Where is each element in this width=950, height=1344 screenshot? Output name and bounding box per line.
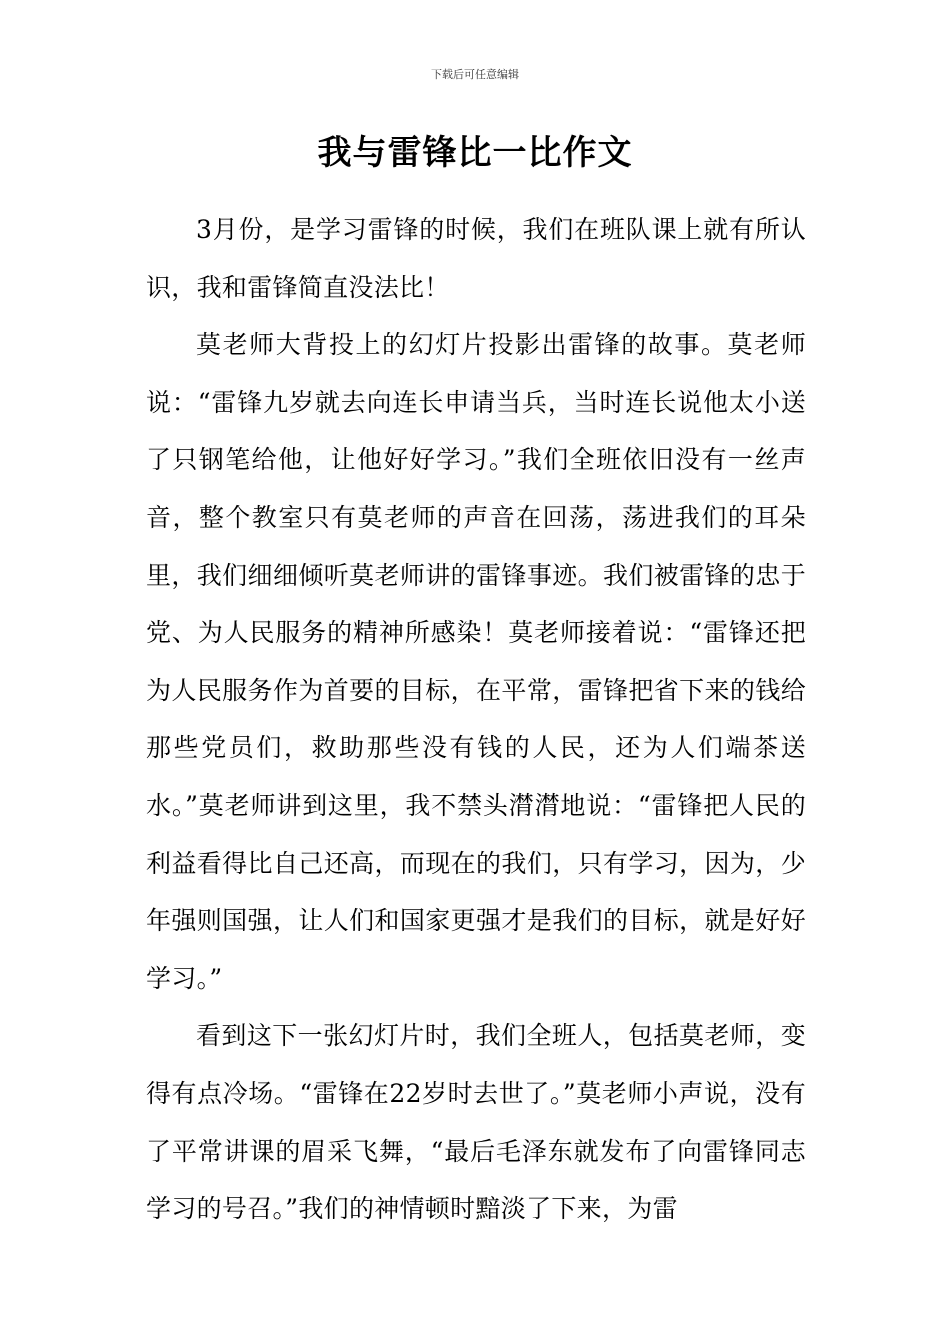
- document-title: 我与雷锋比一比作文: [317, 133, 633, 173]
- document-body: [146, 201, 806, 1238]
- paragraph-2: 莫老师大背投上的幻灯片投影出雷锋的故事。莫老师说：“雷锋九岁就去向连长申请当兵，当时连长说他太小送了只钢笔给他，让他好好学习。”我们全班依旧没有一丝声音，整个教室只有莫老师的声音在回荡，荡进我们的耳朵里，我们细细倾听莫老师讲的雷锋事迹。我们被雷锋的忠于党、为人民服务的精神所感染！莫老师接着说：“雷锋还把为人民服务作为首要的目标，在平常，雷锋把省下来的钱给那些党员们，救助那些没有钱的人民，还为人们端茶送水。”莫老师讲到这里，我不禁头潸潸地说：“雷锋把人民的利益看得比自己还高，而现在的我们，只有学习，因为，少年强则国强，让人们和国家更强才是我们的目标，就是好好学习。”: [146, 330, 806, 993]
- paragraph-1: 3月份，是学习雷锋的时候，我们在班队课上就有所认识，我和雷锋简直没法比！: [146, 215, 806, 302]
- header-note: 下载后可任意编辑: [431, 68, 519, 81]
- paragraph-3: 看到这下一张幻灯片时，我们全班人，包括莫老师，变得有点冷场。“雷锋在22岁时去世了。”莫老师小声说，没有了平常讲课的眉采飞舞，“最后毛泽东就发布了向雷锋同志学习的号召。”我们的神情顿时黯淡了下来，为雷: [146, 1021, 806, 1224]
